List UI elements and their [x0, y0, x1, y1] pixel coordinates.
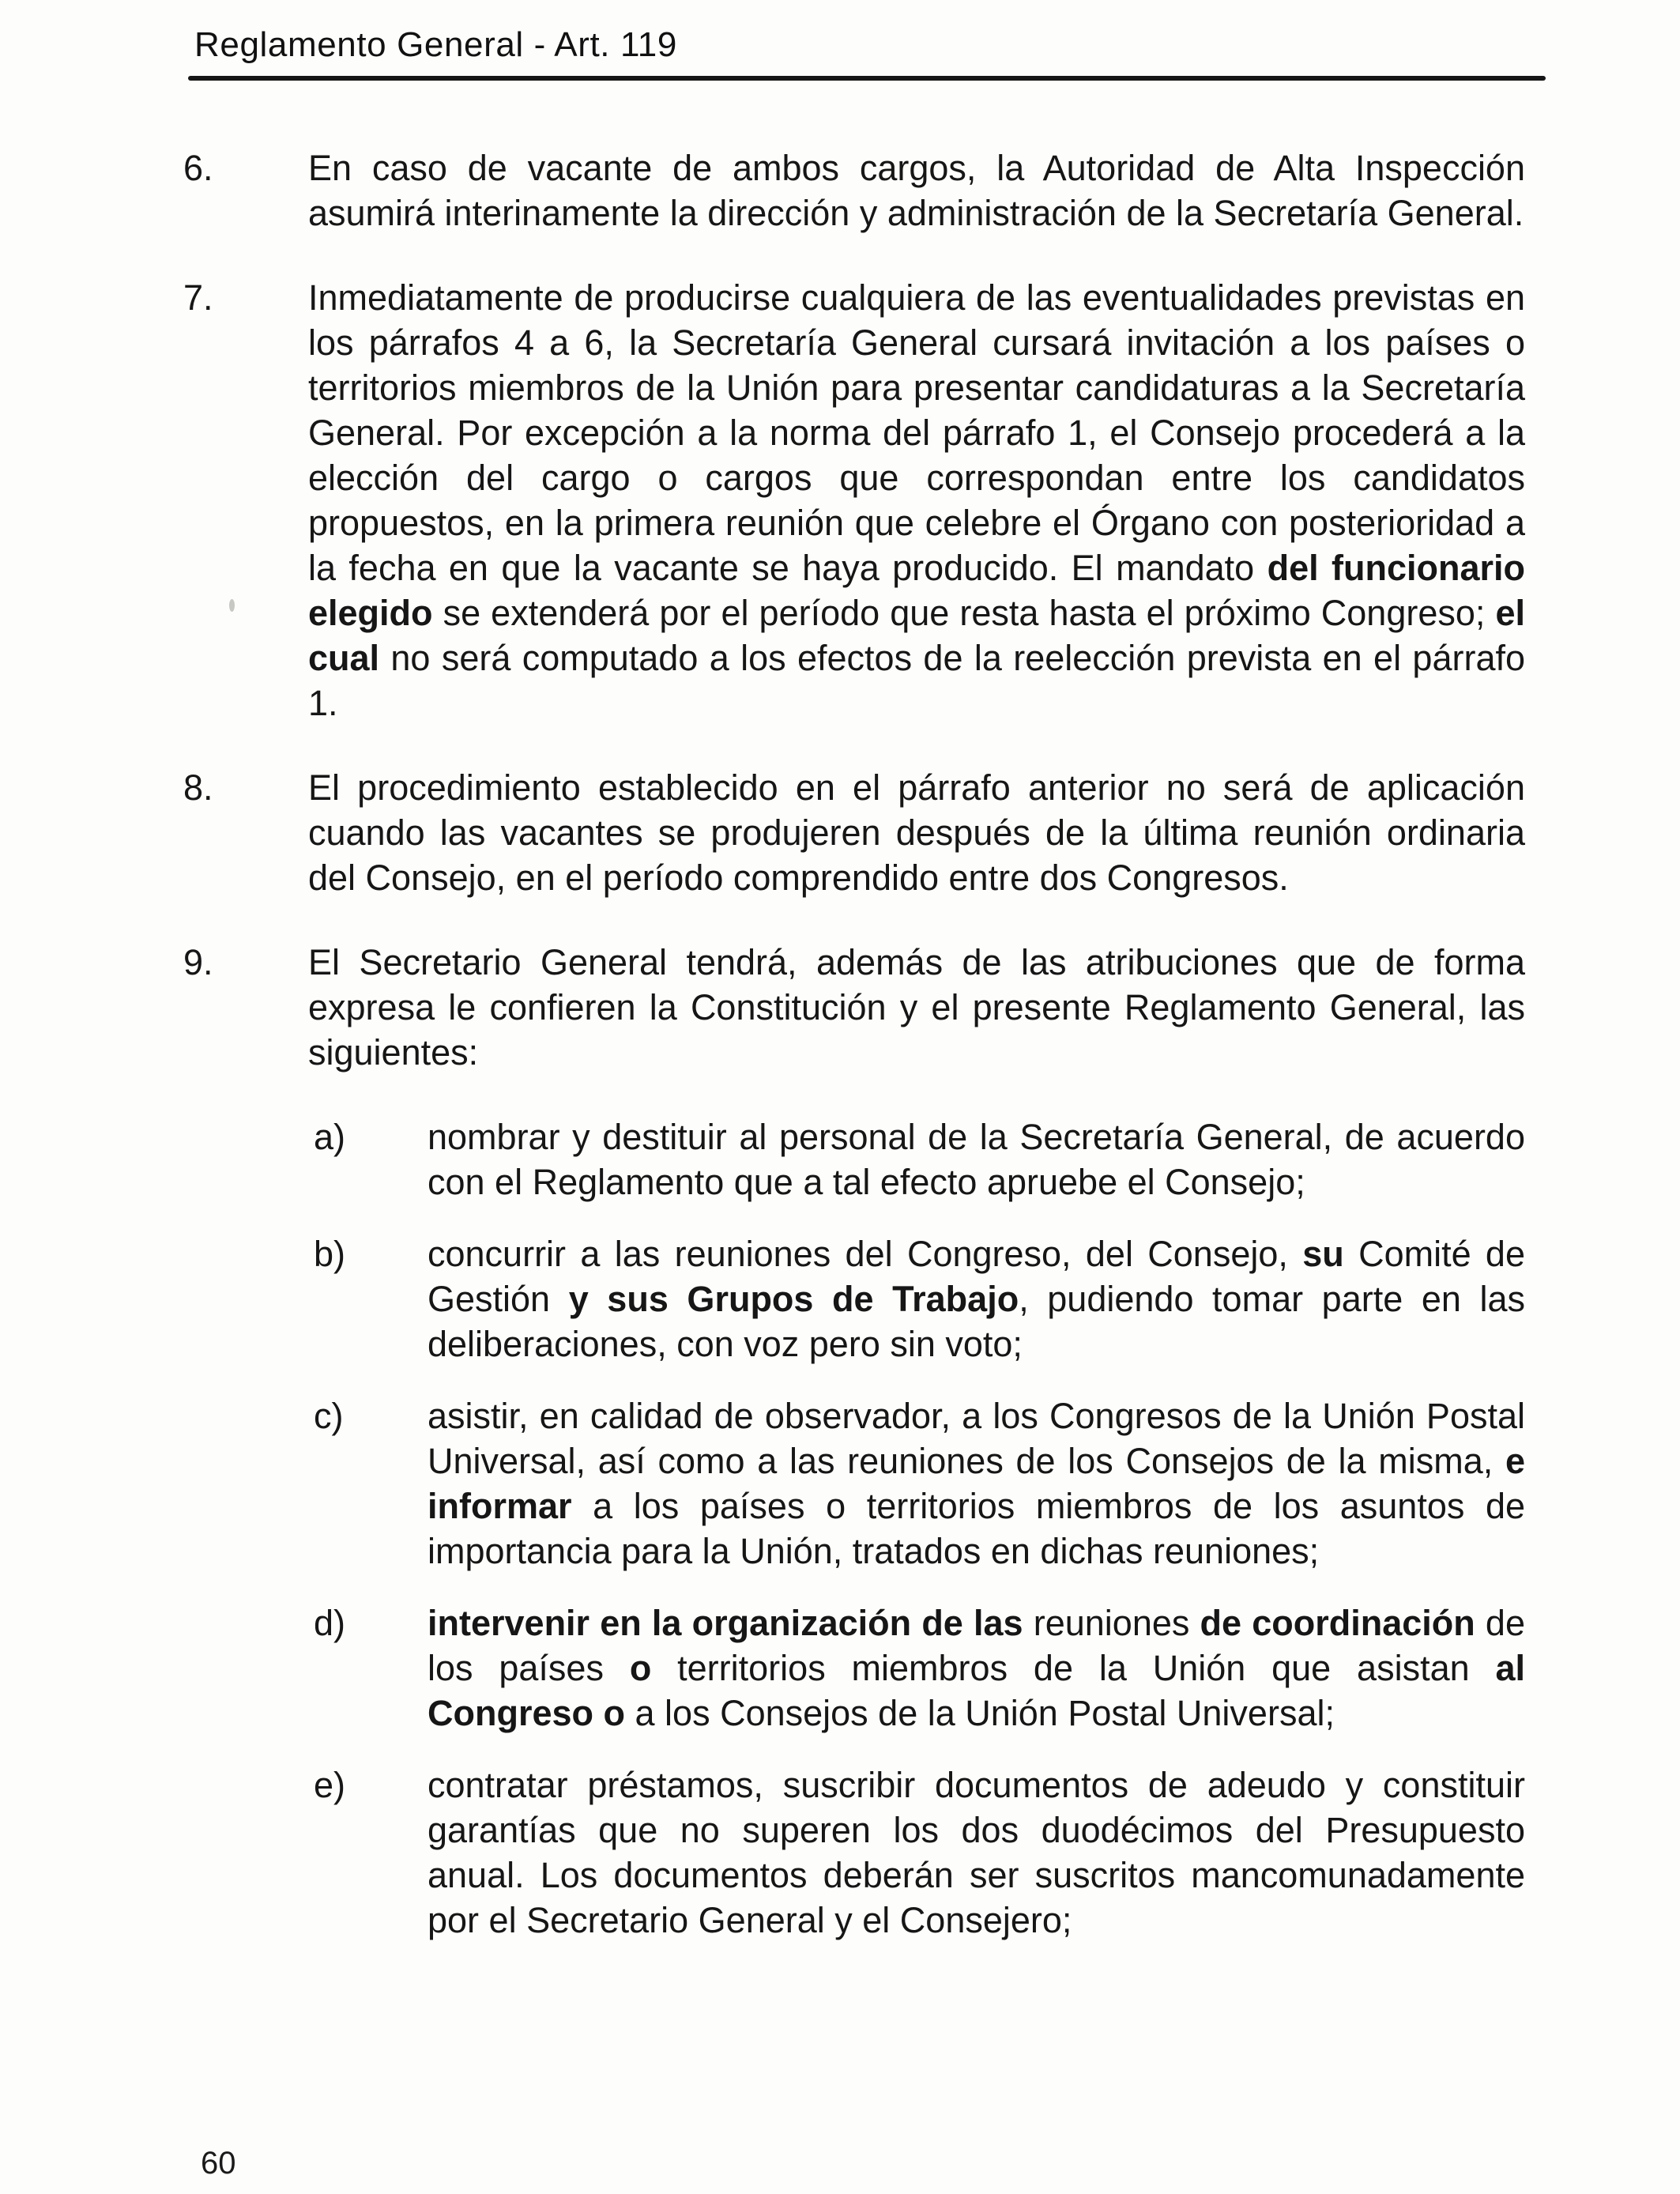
text-segment: El procedimiento establecido en el párrafo anterior no será de aplicación cuando las vacantes se produjeren después de la última reunión ordinaria del Consejo, en el período comprendido entre dos Congresos. — [308, 767, 1525, 898]
item-a-text — [428, 1114, 1525, 1204]
paragraph-8 — [183, 765, 1525, 900]
text-segment-bold: su — [1302, 1234, 1344, 1274]
text-segment: a los Consejos de la Unión Postal Universal; — [635, 1693, 1335, 1733]
text-segment: Comité de Gestión — [428, 1234, 1525, 1319]
text-segment-bold: al Congreso o — [428, 1648, 1525, 1733]
item-c-text — [428, 1393, 1525, 1574]
paragraph-7 — [183, 275, 1525, 726]
text-segment: asistir, en calidad de observador, a los Congresos de la Unión Postal Universal, así como a las reuniones de los Consejos de la misma, — [428, 1396, 1525, 1481]
paragraph-6-label: 6. — [183, 148, 213, 188]
text-segment: concurrir a las reuniones del Congreso, del Consejo, — [428, 1234, 1303, 1274]
text-segment: de los países — [428, 1603, 1525, 1688]
item-b-label: b) — [314, 1234, 346, 1274]
text-segment-bold: e informar — [428, 1441, 1525, 1526]
text-segment-bold: o — [629, 1648, 678, 1688]
page-header — [183, 25, 1525, 81]
text-segment-bold: intervenir en la organización de las — [428, 1603, 1034, 1643]
text-segment: nombrar y destituir al personal de la Secretaría General, de acuerdo con el Reglamento que a tal efecto apruebe el Consejo; — [428, 1117, 1525, 1202]
item-c — [314, 1393, 1525, 1574]
item-d — [314, 1600, 1525, 1736]
item-d-label: d) — [314, 1603, 346, 1643]
text-segment: reuniones — [1033, 1603, 1200, 1643]
item-a-label: a) — [314, 1117, 346, 1157]
item-e — [314, 1762, 1525, 1943]
text-segment-bold: de coordinación — [1200, 1603, 1486, 1643]
item-a — [314, 1114, 1525, 1204]
paragraph-9 — [183, 940, 1525, 1075]
paragraph-7-text — [308, 275, 1525, 726]
paragraph-9-label: 9. — [183, 942, 213, 982]
text-segment: , pudiendo tomar parte en las deliberaciones, con voz pero sin voto; — [428, 1279, 1525, 1364]
text-segment: a los países o territorios miembros de los asuntos de importancia para la Unión, tratados en dichas reuniones; — [428, 1486, 1525, 1571]
text-segment: contratar préstamos, suscribir documentos de adeudo y constituir garantías que no superen los dos duodécimos del Presupuesto anual. Los documentos deberán ser suscritos mancomunadamente por el Secretario General y el Consejero; — [428, 1765, 1525, 1940]
paragraph-8-text — [308, 765, 1525, 900]
header-rule — [188, 76, 1546, 81]
paragraph-6-text — [308, 145, 1525, 236]
text-segment: territorios miembros de la Unión que asistan — [677, 1648, 1496, 1688]
text-segment-bold: del funcionario elegido — [308, 548, 1525, 633]
text-segment: no será computado a los efectos de la reelección prevista en el párrafo 1. — [308, 638, 1525, 723]
page-number: 60 — [201, 2146, 236, 2181]
text-segment-bold: el cual — [308, 593, 1525, 678]
item-b — [314, 1231, 1525, 1367]
text-segment-bold: y sus Grupos de Trabajo — [568, 1279, 1019, 1319]
item-e-text — [428, 1762, 1525, 1943]
item-b-text — [428, 1231, 1525, 1367]
text-segment: El Secretario General tendrá, además de las atribuciones que de forma expresa le confieren la Constitución y el presente Reglamento General, las siguientes: — [308, 942, 1525, 1072]
paragraph-7-label: 7. — [183, 277, 213, 318]
item-c-label: c) — [314, 1396, 344, 1436]
page-title: Reglamento General - Art. 119 — [194, 25, 677, 64]
paragraph-8-label: 8. — [183, 767, 213, 808]
item-e-label: e) — [314, 1765, 346, 1805]
text-segment: se extenderá por el período que resta hasta el próximo Congreso; — [432, 593, 1496, 633]
text-segment: Inmediatamente de producirse cualquiera de las eventualidades previstas en los párrafos 4 a 6, la Secretaría General cursará invitación a los países o territorios miembros de la Unión para presentar candidaturas a la Secretaría General. Por excepción a la norma del párrafo 1, el Consejo procederá a la elección del cargo o cargos que correspondan entre los candidatos propuestos, en la primera reunión que celebre el Órgano con posterioridad a la fecha en que la vacante se haya producido. El mandato — [308, 277, 1525, 588]
paragraph-6 — [183, 145, 1525, 236]
scan-artifact — [229, 599, 235, 612]
paragraph-9-text — [308, 940, 1525, 1075]
document-body — [183, 145, 1525, 1943]
text-segment: En caso de vacante de ambos cargos, la Autoridad de Alta Inspección asumirá interinamente la dirección y administración de la Secretaría General. — [308, 148, 1525, 233]
item-d-text — [428, 1600, 1525, 1736]
